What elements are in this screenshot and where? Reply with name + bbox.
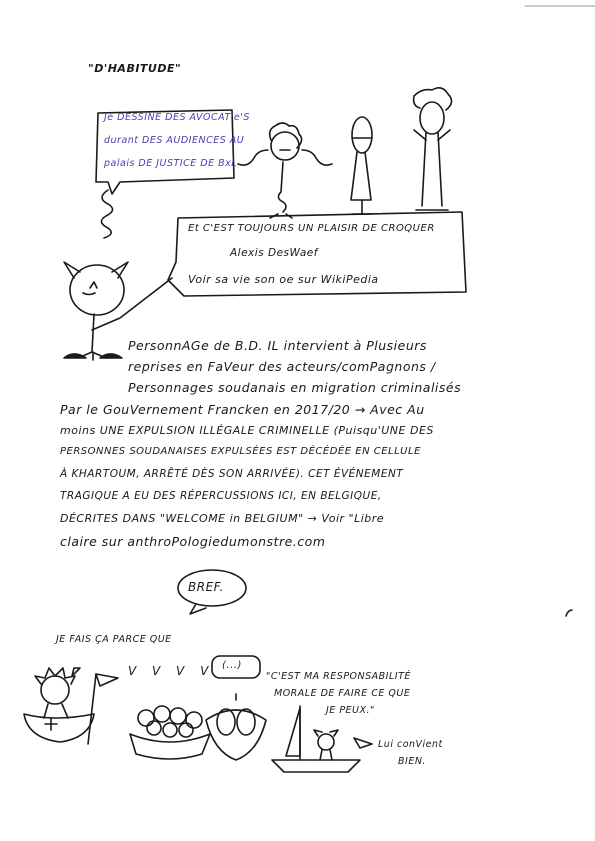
speech-right-text: [266, 668, 411, 719]
bubble-left-line-3: palais DE JUSTICE DE BxL: [104, 158, 238, 169]
lui-convient-text: [378, 736, 443, 770]
paragraph-line-8: TRAGIQUE A EU DES RÉPERCUSSIONS ICI, EN BELGIQUE,: [60, 490, 382, 502]
paragraph-line-1: PersonnAGe de B.D. IL intervient à Plusieurs: [128, 338, 427, 353]
paragraph-line-6: PERSONNES SOUDANAISES EXPULSÉES EST DÉCÉDÉE EN CELLULE: [60, 446, 421, 457]
speech-right-line-3: JE PEUX.": [326, 705, 375, 716]
bubble-left-text: [104, 106, 250, 175]
pointer-arrow: [354, 738, 372, 748]
speech-right-line-2: MORALE DE FAIRE CE QUE: [274, 688, 411, 699]
paragraph-line-9: DÉCRITES DANS "WELCOME in BELGIUM" → Voir "Libre: [60, 512, 385, 525]
bubble-squiggle: [101, 190, 112, 238]
boat-with-people: [130, 706, 210, 759]
lawyer-figure-2: [351, 117, 372, 214]
paragraph-line-7: À KHARTOUM, ARRÊTÉ DÈS SON ARRIVÉE). CET ÉVÉNEMENT: [60, 468, 404, 480]
page-title: "D'HABITUDE": [88, 62, 182, 75]
lawyer-figure-1: [238, 123, 332, 218]
lawyer-figure-3: [414, 88, 452, 210]
lui-convient-line-1: Lui conVient: [378, 739, 443, 750]
speech-right-line-1: "C'EST MA RESPONSABILITÉ: [266, 671, 411, 682]
lui-convient-line-2: BIEN.: [398, 756, 426, 767]
paragraph-line-2: reprises en FaVeur des acteurs/comPagnons /: [128, 359, 436, 374]
bubble-right-line-1: Et C'EST TOUJOURS UN PLAISIR DE CROQUER: [188, 223, 435, 234]
bubble-right-line-2: Alexis DesWaef: [230, 247, 318, 259]
paragraph-line-10: claire sur anthroPologiedumonstre.com: [60, 534, 326, 549]
paragraph-line-5: moins UNE EXPULSION ILLÉGALE CRIMINELLE (Puisqu'UNE DES: [60, 424, 434, 437]
caption-left: JE FAIS ÇA PARCE QUE: [56, 634, 172, 645]
dots-text: (...): [222, 660, 242, 671]
bubble-right-line-3: Voir sa vie son oe sur WikiPedia: [188, 273, 379, 286]
bubble-left-line-1: Je DESSINE DES AVOCAT'e'S: [104, 112, 250, 123]
checkmarks: V V V V: [128, 664, 215, 678]
paragraph-line-3: Personnages soudanais en migration criminalisés: [128, 380, 462, 395]
bref-text: BREF.: [188, 580, 224, 594]
caption-arrow: [72, 668, 80, 676]
boat-with-two-figures: [206, 694, 266, 760]
girl-in-boat: [24, 668, 118, 744]
paragraph-line-4: Par le GouVernement Francken en 2017/20 → Avec Au: [60, 402, 425, 417]
bubble-left-line-2: durant DES AUDIENCES AU: [104, 135, 245, 146]
